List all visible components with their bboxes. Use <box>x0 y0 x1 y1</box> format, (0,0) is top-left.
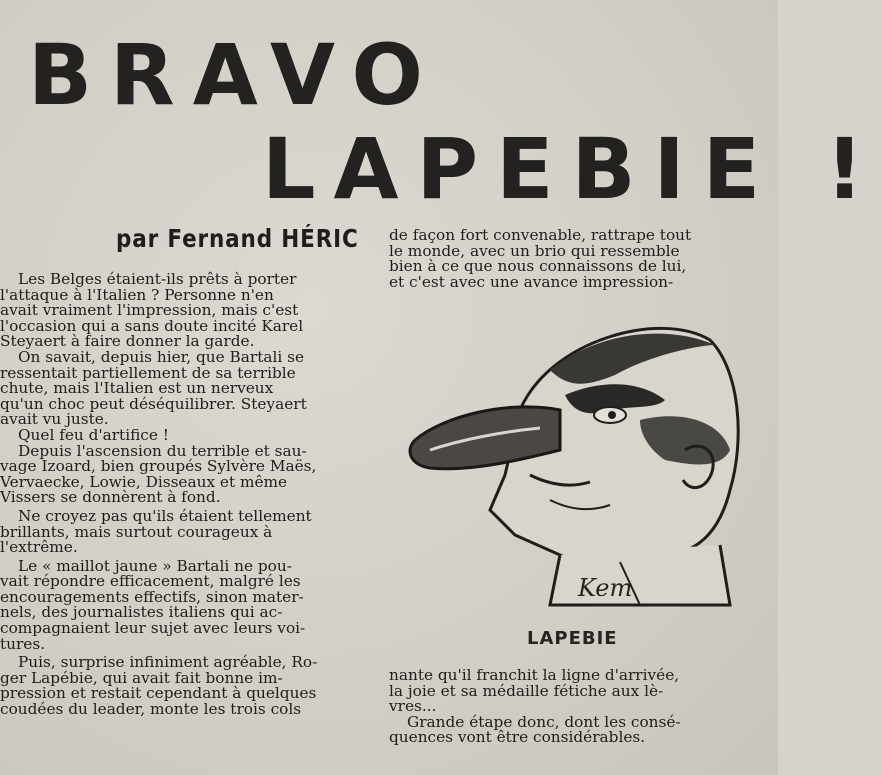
text-line: vait répondre efficacement, malgré les <box>0 572 301 591</box>
article-right-column-top <box>389 228 769 290</box>
text-line: compagnaient leur sujet avec leurs voi- <box>0 619 306 638</box>
text-line: avait vu juste. <box>0 410 109 429</box>
article-left-column <box>0 272 372 718</box>
text-line: Vervaecke, Lowie, Disseaux et même <box>0 472 288 491</box>
text-line: avait vraiment l'impression, mais c'est <box>0 301 299 320</box>
text-line: Le « maillot jaune » Bartali ne pou- <box>18 556 292 575</box>
text-line: tures. <box>0 634 46 653</box>
artist-signature: Kem <box>578 574 633 602</box>
text-line: pression et restait cependant à quelques <box>0 684 317 703</box>
text-line: ressentait partiellement de sa terrible <box>0 363 296 382</box>
text-line: quences vont être considérables. <box>389 728 646 747</box>
text-line: brillants, mais surtout courageux à <box>0 522 273 541</box>
text-line: vres... <box>389 697 437 716</box>
text-line: Ne croyez pas qu'ils étaient tellement <box>18 506 312 525</box>
text-line: de façon fort convenable, rattrape tout <box>389 226 692 244</box>
headline-line-1: BRAVO <box>28 26 441 124</box>
article-right-column-bottom <box>389 668 769 746</box>
caricature-caption: LAPEBIE <box>527 628 618 649</box>
text-line: Vissers se donnèrent à fond. <box>0 488 221 507</box>
text-line: Steyaert à faire donner la garde. <box>0 332 255 351</box>
text-line: l'occasion qui a sans doute incité Karel <box>0 316 304 335</box>
text-line: l'attaque à l'Italien ? Personne n'en <box>0 285 274 304</box>
text-line: le monde, avec un brio qui ressemble <box>389 241 680 260</box>
text-line: bien à ce que nous connaissons de lui, <box>389 257 687 276</box>
text-line: nante qu'il franchit la ligne d'arrivée, <box>389 666 680 684</box>
text-line: qu'un choc peut déséquilibrer. Steyaert <box>0 394 307 413</box>
text-line: l'extrême. <box>0 538 78 557</box>
text-line: Les Belges étaient-ils prêts à porter <box>18 270 297 288</box>
text-line: Quel feu d'artifice ! <box>18 425 169 444</box>
text-line: et c'est avec une avance impression- <box>389 272 674 291</box>
text-line: chute, mais l'Italien est un nerveux <box>0 379 274 398</box>
text-line: Depuis l'ascension du terrible et sau- <box>18 441 307 460</box>
text-line: coudées du leader, monte les trois cols <box>0 700 302 719</box>
text-line: Grande étape donc, dont les consé- <box>407 712 681 731</box>
headline-line-2: LAPEBIE ! <box>262 120 882 218</box>
text-line: Puis, surprise infiniment agréable, Ro- <box>18 653 318 672</box>
text-line: vage Izoard, bien groupés Sylvère Maës, <box>0 457 317 476</box>
text-line: encouragements effectifs, sinon mater- <box>0 587 304 606</box>
text-line: On savait, depuis hier, que Bartali se <box>18 347 305 366</box>
byline: par Fernand HÉRIC <box>116 224 359 253</box>
text-line: nels, des journalistes italiens qui ac- <box>0 603 283 622</box>
lapebie-caricature-illustration <box>400 300 750 630</box>
text-line: la joie et sa médaille fétiche aux lè- <box>389 681 664 700</box>
text-line: ger Lapébie, qui avait fait bonne im- <box>0 668 283 687</box>
